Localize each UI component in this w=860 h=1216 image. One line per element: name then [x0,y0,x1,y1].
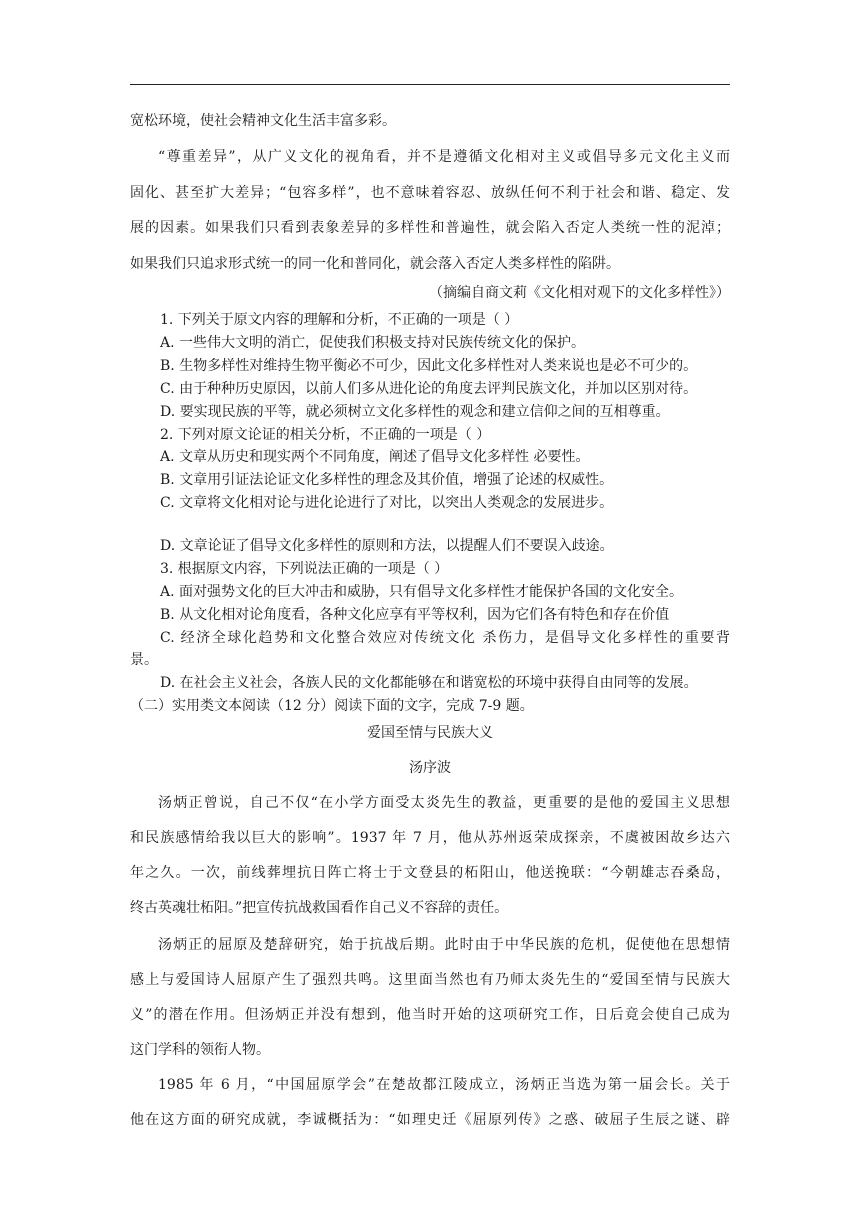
paragraph-line: 汤炳正的屈原及楚辞研究，始于抗战后期。此时由于中华民族的危机，促使他在思想情 [158,937,730,953]
paragraph-line: 这门学科的领衔人物。 [130,1042,270,1058]
option-a: A. 面对强势文化的巨大冲击和威胁，只有倡导文化多样性才能保护各国的文化安全。 [160,584,684,600]
question-3: 3. 根据原文内容，下列说法正确的一项是（ ） [160,561,449,577]
text-line: 宽松环境，使社会精神文化生活丰富多彩。 [130,113,396,129]
option-c-continued: 景。 [130,652,158,668]
question-1: 1. 下列关于原文内容的理解和分析，不正确的一项是（ ） [160,312,519,328]
source-citation: （摘编自商文莉《文化相对观下的文化多样性》） [429,285,730,301]
section-heading: （二）实用类文本阅读（12 分）阅读下面的文字，完成 7-9 题。 [130,698,534,714]
paragraph-line: 1985 年 6 月，“中国屈原学会”在楚故都江陵成立，汤炳正当选为第一届会长。关于 [158,1077,730,1093]
option-c: C. 经济全球化趋势和文化整合效应对传统文化 杀伤力，是倡导文化多样性的重要背 [160,630,730,646]
option-d: D. 要实现民族的平等，就必须树立文化多样性的观念和建立信仰之间的互相尊重。 [160,404,670,420]
option-a: A. 一些伟大文明的消亡，促使我们积极支持对民族传统文化的保护。 [160,335,586,351]
paragraph-line: 如果我们只追求形式统一的同一化和普同化，就会落入否定人类多样性的陷阱。 [130,256,620,272]
paragraph-line: 汤炳正曾说，自己不仅“在小学方面受太炎先生的教益，更重要的是他的爱国主义思想 [158,795,730,811]
paragraph-line: 和民族感情给我以巨大的影响”。1937 年 7 月，他从苏州返荣成探亲，不虞被困故乡达六 [130,830,730,846]
option-c: C. 文章将文化相对论与进化论进行了对比，以突出人类观念的发展进步。 [160,495,614,511]
paragraph-line: 年之久。一次，前线葬埋抗日阵亡将士于文登县的柘阳山，他送挽联：“今朝雄志吞桑岛， [130,865,730,881]
option-b: B. 文章用引证法论证文化多样性的理念及其价值，增强了论述的权威性。 [160,472,614,488]
question-2: 2. 下列对原文论证的相关分析，不正确的一项是（ ） [160,427,491,443]
option-d: D. 文章论证了倡导文化多样性的原则和方法，以提醒人们不要误入歧途。 [160,538,614,554]
option-b: B. 从文化相对论角度看，各种文化应享有平等权利，因为它们各有特色和存在价值 [160,607,670,623]
paragraph-line: 展的因素。如果我们只看到表象差异的多样性和普遍性，就会陷入否定人类统一性的泥淖； [130,220,730,236]
header-rule [130,84,730,85]
article-author: 汤序波 [409,760,451,776]
article-title: 爱国至情与民族大义 [367,725,493,741]
paragraph-line: 终古英魂壮柘阳。”把宣传抗战救国看作自己义不容辞的责任。 [130,900,509,916]
option-c: C. 由于种种历史原因，以前人们多从进化论的角度去评判民族文化，并加以区别对待。 [160,381,698,397]
option-d: D. 在社会主义社会，各族人民的文化都能够在和谐宽松的环境中获得自由同等的发展。 [160,675,698,691]
paragraph-line: 固化、甚至扩大差异；“包容多样”，也不意味着容忍、放纵任何不利于社会和谐、稳定、发 [130,185,730,201]
paragraph-line: 他在这方面的研究成就，李诚概括为：“如理史迁《屈原列传》之惑、破屈子生辰之谜、辟 [130,1112,730,1128]
option-a: A. 文章从历史和现实两个不同角度，阐述了倡导文化多样性 必要性。 [160,449,590,465]
paragraph-line: “尊重差异”，从广义文化的视角看，并不是遵循文化相对主义或倡导多元文化主义而 [158,149,730,165]
paragraph-line: 义”的潜在作用。但汤炳正并没有想到，他当时开始的这项研究工作，日后竟会使自己成为 [130,1007,730,1023]
option-b: B. 生物多样性对维持生物平衡必不可少，因此文化多样性对人类来说也是必不可少的。 [160,358,698,374]
paragraph-line: 感上与爱国诗人屈原产生了强烈共鸣。这里面当然也有乃师太炎先生的“爱国至情与民族大 [130,972,730,988]
